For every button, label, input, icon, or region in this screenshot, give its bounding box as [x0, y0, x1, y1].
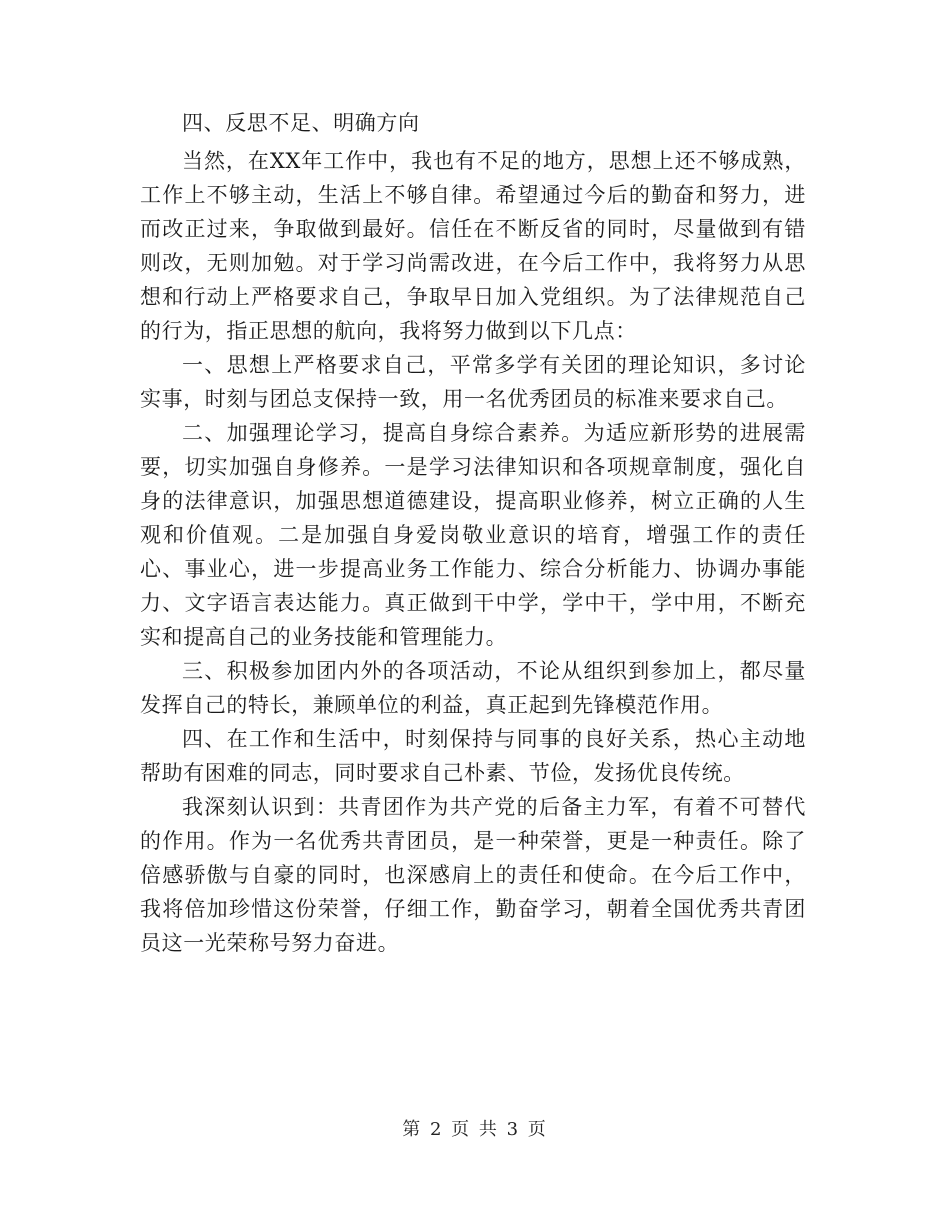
paragraph: 我深刻认识到：共青团作为共产党的后备主力军，有着不可替代的作用。作为一名优秀共青团员，是一种荣誉，更是一种责任。除了倍感骄傲与自豪的同时，也深感肩上的责任和使命。在今后工作中，我将倍加珍惜这份荣誉，仔细工作，勤奋学习，朝着全国优秀共青团员这一光荣称号努力奋进。 — [140, 795, 806, 955]
page-number: 第 2 页 共 3 页 — [402, 1119, 548, 1140]
section-heading: 四、反思不足、明确方向 — [182, 111, 420, 135]
paragraph: 四、在工作和生活中，时刻保持与同事的良好关系，热心主动地帮助有困难的同志，同时要求自己朴素、节俭，发扬优良传统。 — [140, 727, 806, 785]
paragraph: 二、加强理论学习，提高自身综合素养。为适应新形势的进展需要，切实加强自身修养。一是学习法律知识和各项规章制度，强化自身的法律意识，加强思想道德建设，提高职业修养，树立正确的人生观和价值观。二是加强自身爱岗敬业意识的培育，增强工作的责任心、事业心，进一步提高业务工作能力、综合分析能力、协调办事能力、文字语言表达能力。真正做到干中学，学中干，学中用，不断充实和提高自己的业务技能和管理能力。 — [140, 421, 806, 649]
paragraph: 当然，在XX年工作中，我也有不足的地方，思想上还不够成熟，工作上不够主动，生活上不够自律。希望通过今后的勤奋和努力，进而改正过来，争取做到最好。信任在不断反省的同时，尽量做到有错则改，无则加勉。对于学习尚需改进，在今后工作中，我将努力从思想和行动上严格要求自己，争取早日加入党组织。为了法律规范自己的行为，指正思想的航向，我将努力做到以下几点： — [140, 149, 806, 343]
page-footer — [0, 1115, 950, 1141]
paragraph: 一、思想上严格要求自己，平常多学有关团的理论知识，多讨论实事，时刻与团总支保持一致，用一名优秀团员的标准来要求自己。 — [140, 353, 806, 411]
document-body — [140, 106, 806, 960]
paragraph: 三、积极参加团内外的各项活动，不论从组织到参加上，都尽量发挥自己的特长，兼顾单位的利益，真正起到先锋模范作用。 — [140, 659, 806, 717]
